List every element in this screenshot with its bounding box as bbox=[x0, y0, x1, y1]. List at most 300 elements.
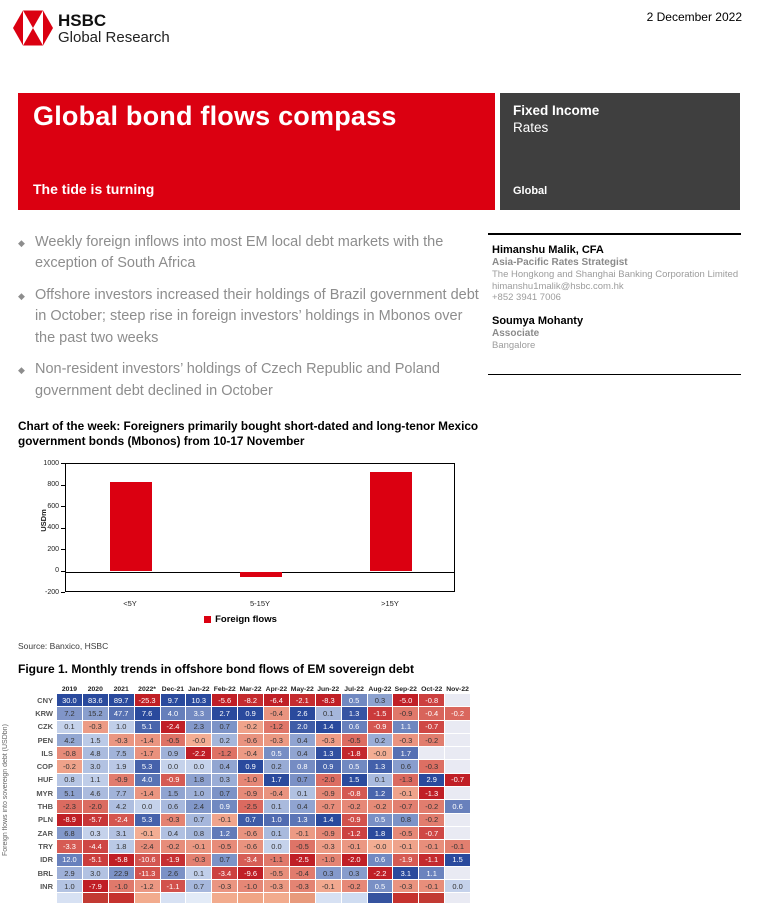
heatmap-column-header: Jun-22 bbox=[317, 686, 340, 693]
heatmap-cell-partial bbox=[57, 893, 82, 903]
heatmap-cell: 1.4 bbox=[316, 814, 341, 826]
heatmap-cell: 1.0 bbox=[186, 787, 211, 799]
heatmap-cell: 2.3 bbox=[186, 721, 211, 733]
heatmap-cell: 89.7 bbox=[109, 694, 134, 706]
heatmap-column-header: 2019 bbox=[61, 686, 77, 693]
heatmap-cell: -3.4 bbox=[238, 854, 263, 866]
analyst-role: Associate bbox=[492, 327, 540, 339]
y-tick-label: 400 bbox=[47, 524, 59, 531]
y-tick-mark bbox=[61, 506, 65, 507]
heatmap-cell: 3.1 bbox=[109, 827, 134, 839]
heatmap-cell: -3.3 bbox=[57, 840, 82, 852]
heatmap-cell: 6.8 bbox=[57, 827, 82, 839]
heatmap-cell: 5.1 bbox=[57, 787, 82, 799]
heatmap-cell: 4.2 bbox=[57, 734, 82, 746]
heatmap-cell: 0.1 bbox=[186, 867, 211, 879]
report-date: 2 December 2022 bbox=[646, 10, 742, 24]
summary-bullet: ◆ Weekly foreign inflows into most EM local debt markets with the exception of South Africa bbox=[18, 232, 482, 275]
heatmap-cell-partial bbox=[290, 893, 315, 903]
heatmap-cell: -8.3 bbox=[316, 694, 341, 706]
heatmap-cell-partial bbox=[212, 893, 237, 903]
heatmap-cell: 0.3 bbox=[212, 774, 237, 786]
heatmap-cell: -0.1 bbox=[212, 814, 237, 826]
heatmap-cell: 0.1 bbox=[57, 721, 82, 733]
heatmap-cell: 4.6 bbox=[83, 787, 108, 799]
heatmap-cell: -0.3 bbox=[393, 880, 418, 892]
heatmap-cell: -5.0 bbox=[393, 694, 418, 706]
heatmap-row-label: HUF bbox=[37, 775, 53, 785]
heatmap-cell: 0.0 bbox=[264, 840, 289, 852]
heatmap-cell: 7.5 bbox=[109, 747, 134, 759]
heatmap-cell bbox=[445, 760, 470, 772]
heatmap-row-label: KRW bbox=[35, 708, 53, 718]
heatmap-cell: 0.9 bbox=[212, 800, 237, 812]
heatmap-cell: -8.2 bbox=[238, 694, 263, 706]
heatmap-cell: 1.0 bbox=[109, 721, 134, 733]
heatmap-row-label: TRY bbox=[38, 841, 53, 851]
heatmap-cell: -2.1 bbox=[290, 694, 315, 706]
heatmap-cell-partial bbox=[419, 893, 444, 903]
y-tick-label: 0 bbox=[55, 567, 59, 574]
heatmap-cell: 0.7 bbox=[186, 814, 211, 826]
heatmap-cell: 1.1 bbox=[393, 721, 418, 733]
heatmap-cell bbox=[445, 747, 470, 759]
heatmap-row-label: ZAR bbox=[37, 828, 53, 838]
heatmap-row-label: BRL bbox=[37, 868, 53, 878]
heatmap-cell: -25.3 bbox=[135, 694, 160, 706]
heatmap-cell: 0.1 bbox=[264, 800, 289, 812]
heatmap-cell: 1.7 bbox=[264, 774, 289, 786]
heatmap-cell: -9.6 bbox=[238, 867, 263, 879]
heatmap-column-header: 2022* bbox=[138, 686, 156, 693]
heatmap-cell: -11.3 bbox=[135, 867, 160, 879]
y-tick-mark bbox=[61, 463, 65, 464]
x-tick-label: >15Y bbox=[381, 599, 399, 608]
heatmap-cell: 1.5 bbox=[445, 854, 470, 866]
heatmap-cell: 0.2 bbox=[264, 760, 289, 772]
heatmap-cell: 0.7 bbox=[212, 721, 237, 733]
heatmap-cell: 0.3 bbox=[368, 694, 393, 706]
heatmap-cell: -0.2 bbox=[445, 707, 470, 719]
title-banner bbox=[18, 93, 495, 210]
heatmap-cell: -1.3 bbox=[419, 787, 444, 799]
heatmap-cell: -0.1 bbox=[419, 840, 444, 852]
report-subtitle: The tide is turning bbox=[33, 181, 155, 197]
analyst-name: Himanshu Malik, CFA bbox=[492, 244, 604, 256]
heatmap-cell: -1.0 bbox=[316, 854, 341, 866]
heatmap-cell: -0.1 bbox=[393, 840, 418, 852]
heatmap-cell: 2.9 bbox=[57, 867, 82, 879]
heatmap-cell: 5.3 bbox=[135, 760, 160, 772]
heatmap-cell: 0.4 bbox=[212, 760, 237, 772]
heatmap-cell: -0.7 bbox=[445, 774, 470, 786]
heatmap-cell: -0.9 bbox=[316, 787, 341, 799]
heatmap-cell: -0.3 bbox=[83, 721, 108, 733]
heatmap-cell: -1.8 bbox=[342, 747, 367, 759]
heatmap-cell: 4.0 bbox=[135, 774, 160, 786]
heatmap-cell: -0.3 bbox=[161, 814, 186, 826]
heatmap-cell: 47.7 bbox=[109, 707, 134, 719]
heatmap-row-label: CZK bbox=[37, 722, 53, 732]
figure1-heatmap-table bbox=[29, 684, 470, 903]
category-box bbox=[500, 93, 740, 210]
heatmap-cell: -1.9 bbox=[161, 854, 186, 866]
heatmap-cell: 0.5 bbox=[368, 880, 393, 892]
heatmap-column-header: 2020 bbox=[87, 686, 103, 693]
heatmap-cell: -2.4 bbox=[109, 814, 134, 826]
heatmap-cell: -6.4 bbox=[264, 694, 289, 706]
heatmap-cell: 0.3 bbox=[316, 867, 341, 879]
y-tick-label: 800 bbox=[47, 481, 59, 488]
heatmap-cell: -1.9 bbox=[393, 854, 418, 866]
heatmap-cell-partial bbox=[109, 893, 134, 903]
heatmap-column-header: Aug-22 bbox=[368, 686, 392, 693]
brand-name: HSBC bbox=[58, 11, 107, 30]
heatmap-cell-partial bbox=[445, 893, 470, 903]
heatmap-row-label: MYR bbox=[36, 788, 53, 798]
heatmap-cell: -0.4 bbox=[290, 867, 315, 879]
heatmap-cell: -0.9 bbox=[342, 814, 367, 826]
heatmap-cell: -0.9 bbox=[161, 774, 186, 786]
heatmap-cell: 1.0 bbox=[264, 814, 289, 826]
heatmap-cell: 4.0 bbox=[161, 707, 186, 719]
heatmap-cell: -1.0 bbox=[109, 880, 134, 892]
heatmap-cell: -0.1 bbox=[342, 840, 367, 852]
heatmap-column-header: 2021 bbox=[113, 686, 129, 693]
analyst-contact-block bbox=[488, 233, 741, 375]
heatmap-cell: -1.2 bbox=[342, 827, 367, 839]
bar->15Y bbox=[370, 472, 412, 572]
heatmap-cell: 22.9 bbox=[109, 867, 134, 879]
heatmap-cell: -1.1 bbox=[264, 854, 289, 866]
y-tick-mark bbox=[61, 549, 65, 550]
heatmap-cell: -0.8 bbox=[342, 787, 367, 799]
heatmap-cell: -1.0 bbox=[238, 774, 263, 786]
analyst-card bbox=[492, 244, 741, 304]
y-tick-label: -200 bbox=[44, 588, 59, 596]
y-tick-mark bbox=[61, 528, 65, 529]
y-tick-label: 1000 bbox=[43, 459, 59, 467]
heatmap-cell: -0.0 bbox=[368, 840, 393, 852]
heatmap-column-header: Mar-22 bbox=[239, 686, 262, 693]
heatmap-cell: -0.7 bbox=[316, 800, 341, 812]
heatmap-cell: 2.0 bbox=[290, 721, 315, 733]
heatmap-cell-partial bbox=[342, 893, 367, 903]
heatmap-cell: 0.7 bbox=[212, 787, 237, 799]
heatmap-cell: -0.2 bbox=[419, 814, 444, 826]
heatmap-cell: 0.6 bbox=[161, 800, 186, 812]
heatmap-cell: 0.2 bbox=[212, 734, 237, 746]
heatmap-cell: -1.4 bbox=[135, 734, 160, 746]
hsbc-logo-icon bbox=[13, 10, 53, 46]
heatmap-cell: -0.4 bbox=[264, 707, 289, 719]
bar-chart-legend bbox=[18, 614, 463, 625]
heatmap-cell: 2.4 bbox=[186, 800, 211, 812]
heatmap-cell: 7.7 bbox=[109, 787, 134, 799]
heatmap-cell: -5.7 bbox=[83, 814, 108, 826]
heatmap-cell: -1.2 bbox=[212, 747, 237, 759]
heatmap-cell: 1.3 bbox=[368, 760, 393, 772]
heatmap-cell: -1.1 bbox=[419, 854, 444, 866]
heatmap-cell: 5.3 bbox=[135, 814, 160, 826]
category-sector: Rates bbox=[513, 120, 549, 135]
heatmap-cell: -2.0 bbox=[83, 800, 108, 812]
heatmap-cell-partial bbox=[161, 893, 186, 903]
x-tick-label: 5-15Y bbox=[249, 599, 270, 608]
bar-chart-y-axis-label: USDm bbox=[38, 509, 48, 532]
heatmap-row-label: ILS bbox=[41, 748, 53, 758]
heatmap-cell: -2.0 bbox=[316, 774, 341, 786]
heatmap-cell: 0.6 bbox=[342, 721, 367, 733]
heatmap-cell: 4.8 bbox=[83, 747, 108, 759]
bar-chart-plot-area bbox=[65, 463, 455, 592]
summary-bullet-list bbox=[18, 232, 482, 412]
figure1-y-axis-label: Foreign flows into sovereign debt (USDbn) bbox=[2, 724, 9, 856]
heatmap-cell: 0.8 bbox=[393, 814, 418, 826]
heatmap-row-label: INR bbox=[40, 881, 53, 891]
heatmap-cell: -0.1 bbox=[135, 827, 160, 839]
heatmap-row-label: CNY bbox=[37, 695, 53, 705]
heatmap-cell: 0.0 bbox=[445, 880, 470, 892]
heatmap-cell: 1.2 bbox=[368, 787, 393, 799]
heatmap-cell: 1.3 bbox=[290, 814, 315, 826]
heatmap-cell: 0.1 bbox=[316, 707, 341, 719]
heatmap-cell: -2.3 bbox=[57, 800, 82, 812]
heatmap-row-label: PEN bbox=[37, 735, 53, 745]
heatmap-cell: -0.9 bbox=[316, 827, 341, 839]
heatmap-cell: -0.3 bbox=[264, 734, 289, 746]
heatmap-cell: 0.4 bbox=[290, 800, 315, 812]
heatmap-cell: 0.1 bbox=[290, 787, 315, 799]
heatmap-cell: -0.3 bbox=[393, 734, 418, 746]
brand-division: Global Research bbox=[58, 29, 170, 47]
heatmap-cell: -0.2 bbox=[342, 800, 367, 812]
heatmap-cell-partial bbox=[393, 893, 418, 903]
heatmap-cell: -0.3 bbox=[109, 734, 134, 746]
heatmap-cell: -0.9 bbox=[368, 721, 393, 733]
heatmap-row-label bbox=[29, 893, 56, 903]
heatmap-cell: -0.1 bbox=[186, 840, 211, 852]
heatmap-cell: -0.3 bbox=[212, 880, 237, 892]
heatmap-cell: 10.3 bbox=[186, 694, 211, 706]
analyst-email[interactable]: himanshu1malik@hsbc.com.hk bbox=[492, 280, 624, 292]
chart-of-week-title: Chart of the week: Foreigners primarily bought short-dated and long-tenor Mexico government bonds (Mbonos) from 10-17 November bbox=[18, 419, 479, 449]
heatmap-cell-partial bbox=[238, 893, 263, 903]
heatmap-cell: -4.4 bbox=[83, 840, 108, 852]
heatmap-cell: 2.7 bbox=[212, 707, 237, 719]
heatmap-cell: 0.0 bbox=[186, 760, 211, 772]
heatmap-cell-partial bbox=[83, 893, 108, 903]
heatmap-cell: -0.2 bbox=[57, 760, 82, 772]
heatmap-cell: 0.5 bbox=[342, 694, 367, 706]
chart-source-note: Source: Banxico, HSBC bbox=[18, 641, 109, 651]
heatmap-cell: -2.5 bbox=[290, 854, 315, 866]
y-tick-mark bbox=[61, 485, 65, 486]
analyst-name: Soumya Mohanty bbox=[492, 314, 584, 327]
heatmap-cell: -1.7 bbox=[135, 747, 160, 759]
heatmap-cell: 0.4 bbox=[290, 734, 315, 746]
heatmap-cell: -0.2 bbox=[419, 800, 444, 812]
heatmap-cell: 0.8 bbox=[186, 827, 211, 839]
heatmap-cell: -0.9 bbox=[393, 707, 418, 719]
heatmap-column-header: May-22 bbox=[290, 686, 314, 693]
heatmap-cell: 0.1 bbox=[264, 827, 289, 839]
heatmap-cell: -5.1 bbox=[83, 854, 108, 866]
heatmap-cell: -0.5 bbox=[161, 734, 186, 746]
heatmap-cell: 0.6 bbox=[445, 800, 470, 812]
heatmap-column-header: Apr-22 bbox=[265, 686, 288, 693]
heatmap-cell: -0.6 bbox=[238, 734, 263, 746]
heatmap-cell: -0.5 bbox=[264, 867, 289, 879]
heatmap-cell: -0.1 bbox=[419, 880, 444, 892]
heatmap-cell: 15.2 bbox=[83, 707, 108, 719]
heatmap-cell: 7.2 bbox=[57, 707, 82, 719]
heatmap-row-label: IDR bbox=[40, 855, 53, 865]
heatmap-cell: 1.1 bbox=[83, 774, 108, 786]
heatmap-column-header: Oct-22 bbox=[421, 686, 443, 693]
heatmap-cell: -0.1 bbox=[290, 827, 315, 839]
heatmap-cell bbox=[445, 787, 470, 799]
heatmap-cell: 2.9 bbox=[419, 774, 444, 786]
heatmap-cell: -2.2 bbox=[368, 867, 393, 879]
legend-swatch-foreign-flows bbox=[204, 616, 211, 623]
heatmap-cell: 0.3 bbox=[83, 827, 108, 839]
bar-<5Y bbox=[110, 482, 152, 571]
heatmap-cell: 30.0 bbox=[57, 694, 82, 706]
heatmap-cell: 0.1 bbox=[368, 774, 393, 786]
heatmap-cell: -0.3 bbox=[290, 880, 315, 892]
heatmap-cell: -0.0 bbox=[186, 734, 211, 746]
heatmap-column-header: Feb-22 bbox=[213, 686, 236, 693]
heatmap-cell-partial bbox=[316, 893, 341, 903]
heatmap-cell: -0.1 bbox=[393, 787, 418, 799]
summary-bullet: ◆ Non-resident investors’ holdings of Czech Republic and Poland government debt declined in October bbox=[18, 359, 482, 402]
analyst-detail: Bangalore bbox=[492, 339, 536, 351]
heatmap-cell: -1.2 bbox=[135, 880, 160, 892]
heatmap-cell: 0.4 bbox=[161, 827, 186, 839]
heatmap-cell: 12.0 bbox=[57, 854, 82, 866]
heatmap-cell: 0.5 bbox=[342, 760, 367, 772]
heatmap-cell: 2.6 bbox=[290, 707, 315, 719]
heatmap-cell: -0.2 bbox=[238, 721, 263, 733]
heatmap-cell: -0.3 bbox=[316, 734, 341, 746]
heatmap-cell: 7.6 bbox=[135, 707, 160, 719]
heatmap-cell: -8.9 bbox=[57, 814, 82, 826]
summary-bullet: ◆ Offshore investors increased their holdings of Brazil government debt in October; steep rise in foreign investors’ holdings in Mbonos over the past two weeks bbox=[18, 285, 482, 349]
heatmap-cell: -0.5 bbox=[212, 840, 237, 852]
heatmap-cell: 0.2 bbox=[368, 734, 393, 746]
heatmap-column-header: Jan-22 bbox=[188, 686, 210, 693]
heatmap-row-label: PLN bbox=[38, 815, 53, 825]
heatmap-cell: 0.6 bbox=[393, 760, 418, 772]
heatmap-cell bbox=[445, 827, 470, 839]
heatmap-cell: 0.8 bbox=[290, 760, 315, 772]
heatmap-cell: 0.7 bbox=[238, 814, 263, 826]
heatmap-cell: -0.2 bbox=[161, 840, 186, 852]
heatmap-cell: 1.0 bbox=[57, 880, 82, 892]
heatmap-cell: -0.6 bbox=[238, 827, 263, 839]
heatmap-cell bbox=[445, 734, 470, 746]
heatmap-cell: 0.7 bbox=[212, 854, 237, 866]
heatmap-cell: -0.4 bbox=[238, 747, 263, 759]
heatmap-column-header: Nov-22 bbox=[446, 686, 469, 693]
heatmap-column-header: Dec-21 bbox=[161, 686, 185, 693]
heatmap-cell: 0.0 bbox=[135, 800, 160, 812]
heatmap-cell bbox=[445, 814, 470, 826]
heatmap-cell: 0.9 bbox=[238, 707, 263, 719]
heatmap-cell bbox=[419, 747, 444, 759]
heatmap-cell: -2.4 bbox=[161, 721, 186, 733]
heatmap-cell: -2.0 bbox=[342, 854, 367, 866]
heatmap-cell: 0.5 bbox=[264, 747, 289, 759]
heatmap-cell: -0.1 bbox=[316, 880, 341, 892]
heatmap-cell: 5.1 bbox=[135, 721, 160, 733]
category-region: Global bbox=[513, 185, 548, 197]
heatmap-cell: -0.3 bbox=[419, 760, 444, 772]
heatmap-cell: 0.4 bbox=[290, 747, 315, 759]
heatmap-cell: 1.5 bbox=[161, 787, 186, 799]
heatmap-row-label: THB bbox=[37, 802, 53, 812]
heatmap-cell: 0.9 bbox=[161, 747, 186, 759]
heatmap-cell: -3.4 bbox=[212, 867, 237, 879]
heatmap-cell-partial bbox=[264, 893, 289, 903]
heatmap-cell: 1.8 bbox=[109, 840, 134, 852]
analyst-detail: The Hongkong and Shanghai Banking Corporation Limited bbox=[492, 269, 739, 280]
category-asset-class: Fixed Income bbox=[513, 103, 600, 118]
heatmap-cell: 0.9 bbox=[316, 760, 341, 772]
heatmap-cell-partial bbox=[368, 893, 393, 903]
heatmap-cell: -0.4 bbox=[419, 707, 444, 719]
figure1-title: Figure 1. Monthly trends in offshore bond flows of EM sovereign debt bbox=[18, 662, 415, 676]
heatmap-cell: -0.2 bbox=[368, 800, 393, 812]
heatmap-cell: 1.8 bbox=[368, 827, 393, 839]
heatmap-cell: -2.4 bbox=[135, 840, 160, 852]
y-tick-label: 600 bbox=[47, 502, 59, 510]
heatmap-cell: -0.0 bbox=[368, 747, 393, 759]
legend-label: Foreign flows bbox=[215, 614, 277, 625]
analyst-card bbox=[492, 315, 741, 352]
heatmap-cell: -1.1 bbox=[161, 880, 186, 892]
heatmap-cell: -0.5 bbox=[342, 734, 367, 746]
bar-chart bbox=[18, 458, 463, 633]
heatmap-cell: 0.7 bbox=[186, 880, 211, 892]
heatmap-cell: -0.7 bbox=[419, 827, 444, 839]
heatmap-cell bbox=[445, 867, 470, 879]
heatmap-cell: -2.2 bbox=[186, 747, 211, 759]
heatmap-cell: -0.1 bbox=[445, 840, 470, 852]
heatmap-cell: -0.2 bbox=[419, 734, 444, 746]
heatmap-corner bbox=[29, 684, 56, 693]
heatmap-cell: -2.5 bbox=[238, 800, 263, 812]
heatmap-cell: 3.1 bbox=[393, 867, 418, 879]
heatmap-row-label: COP bbox=[36, 762, 53, 772]
heatmap-cell: -1.0 bbox=[238, 880, 263, 892]
analyst-role: Asia-Pacific Rates Strategist bbox=[492, 257, 628, 268]
heatmap-cell: 1.7 bbox=[393, 747, 418, 759]
heatmap-cell: -0.3 bbox=[316, 840, 341, 852]
heatmap-cell: 0.7 bbox=[290, 774, 315, 786]
heatmap-cell: 0.8 bbox=[57, 774, 82, 786]
heatmap-cell: 1.4 bbox=[316, 721, 341, 733]
heatmap-cell: 3.0 bbox=[83, 867, 108, 879]
heatmap-cell: -5.6 bbox=[212, 694, 237, 706]
heatmap-cell: 1.2 bbox=[212, 827, 237, 839]
heatmap-cell: -1.2 bbox=[264, 721, 289, 733]
x-tick-label: <5Y bbox=[123, 599, 137, 608]
heatmap-cell: -0.7 bbox=[393, 800, 418, 812]
heatmap-cell: 1.3 bbox=[342, 707, 367, 719]
heatmap-cell: -7.9 bbox=[83, 880, 108, 892]
